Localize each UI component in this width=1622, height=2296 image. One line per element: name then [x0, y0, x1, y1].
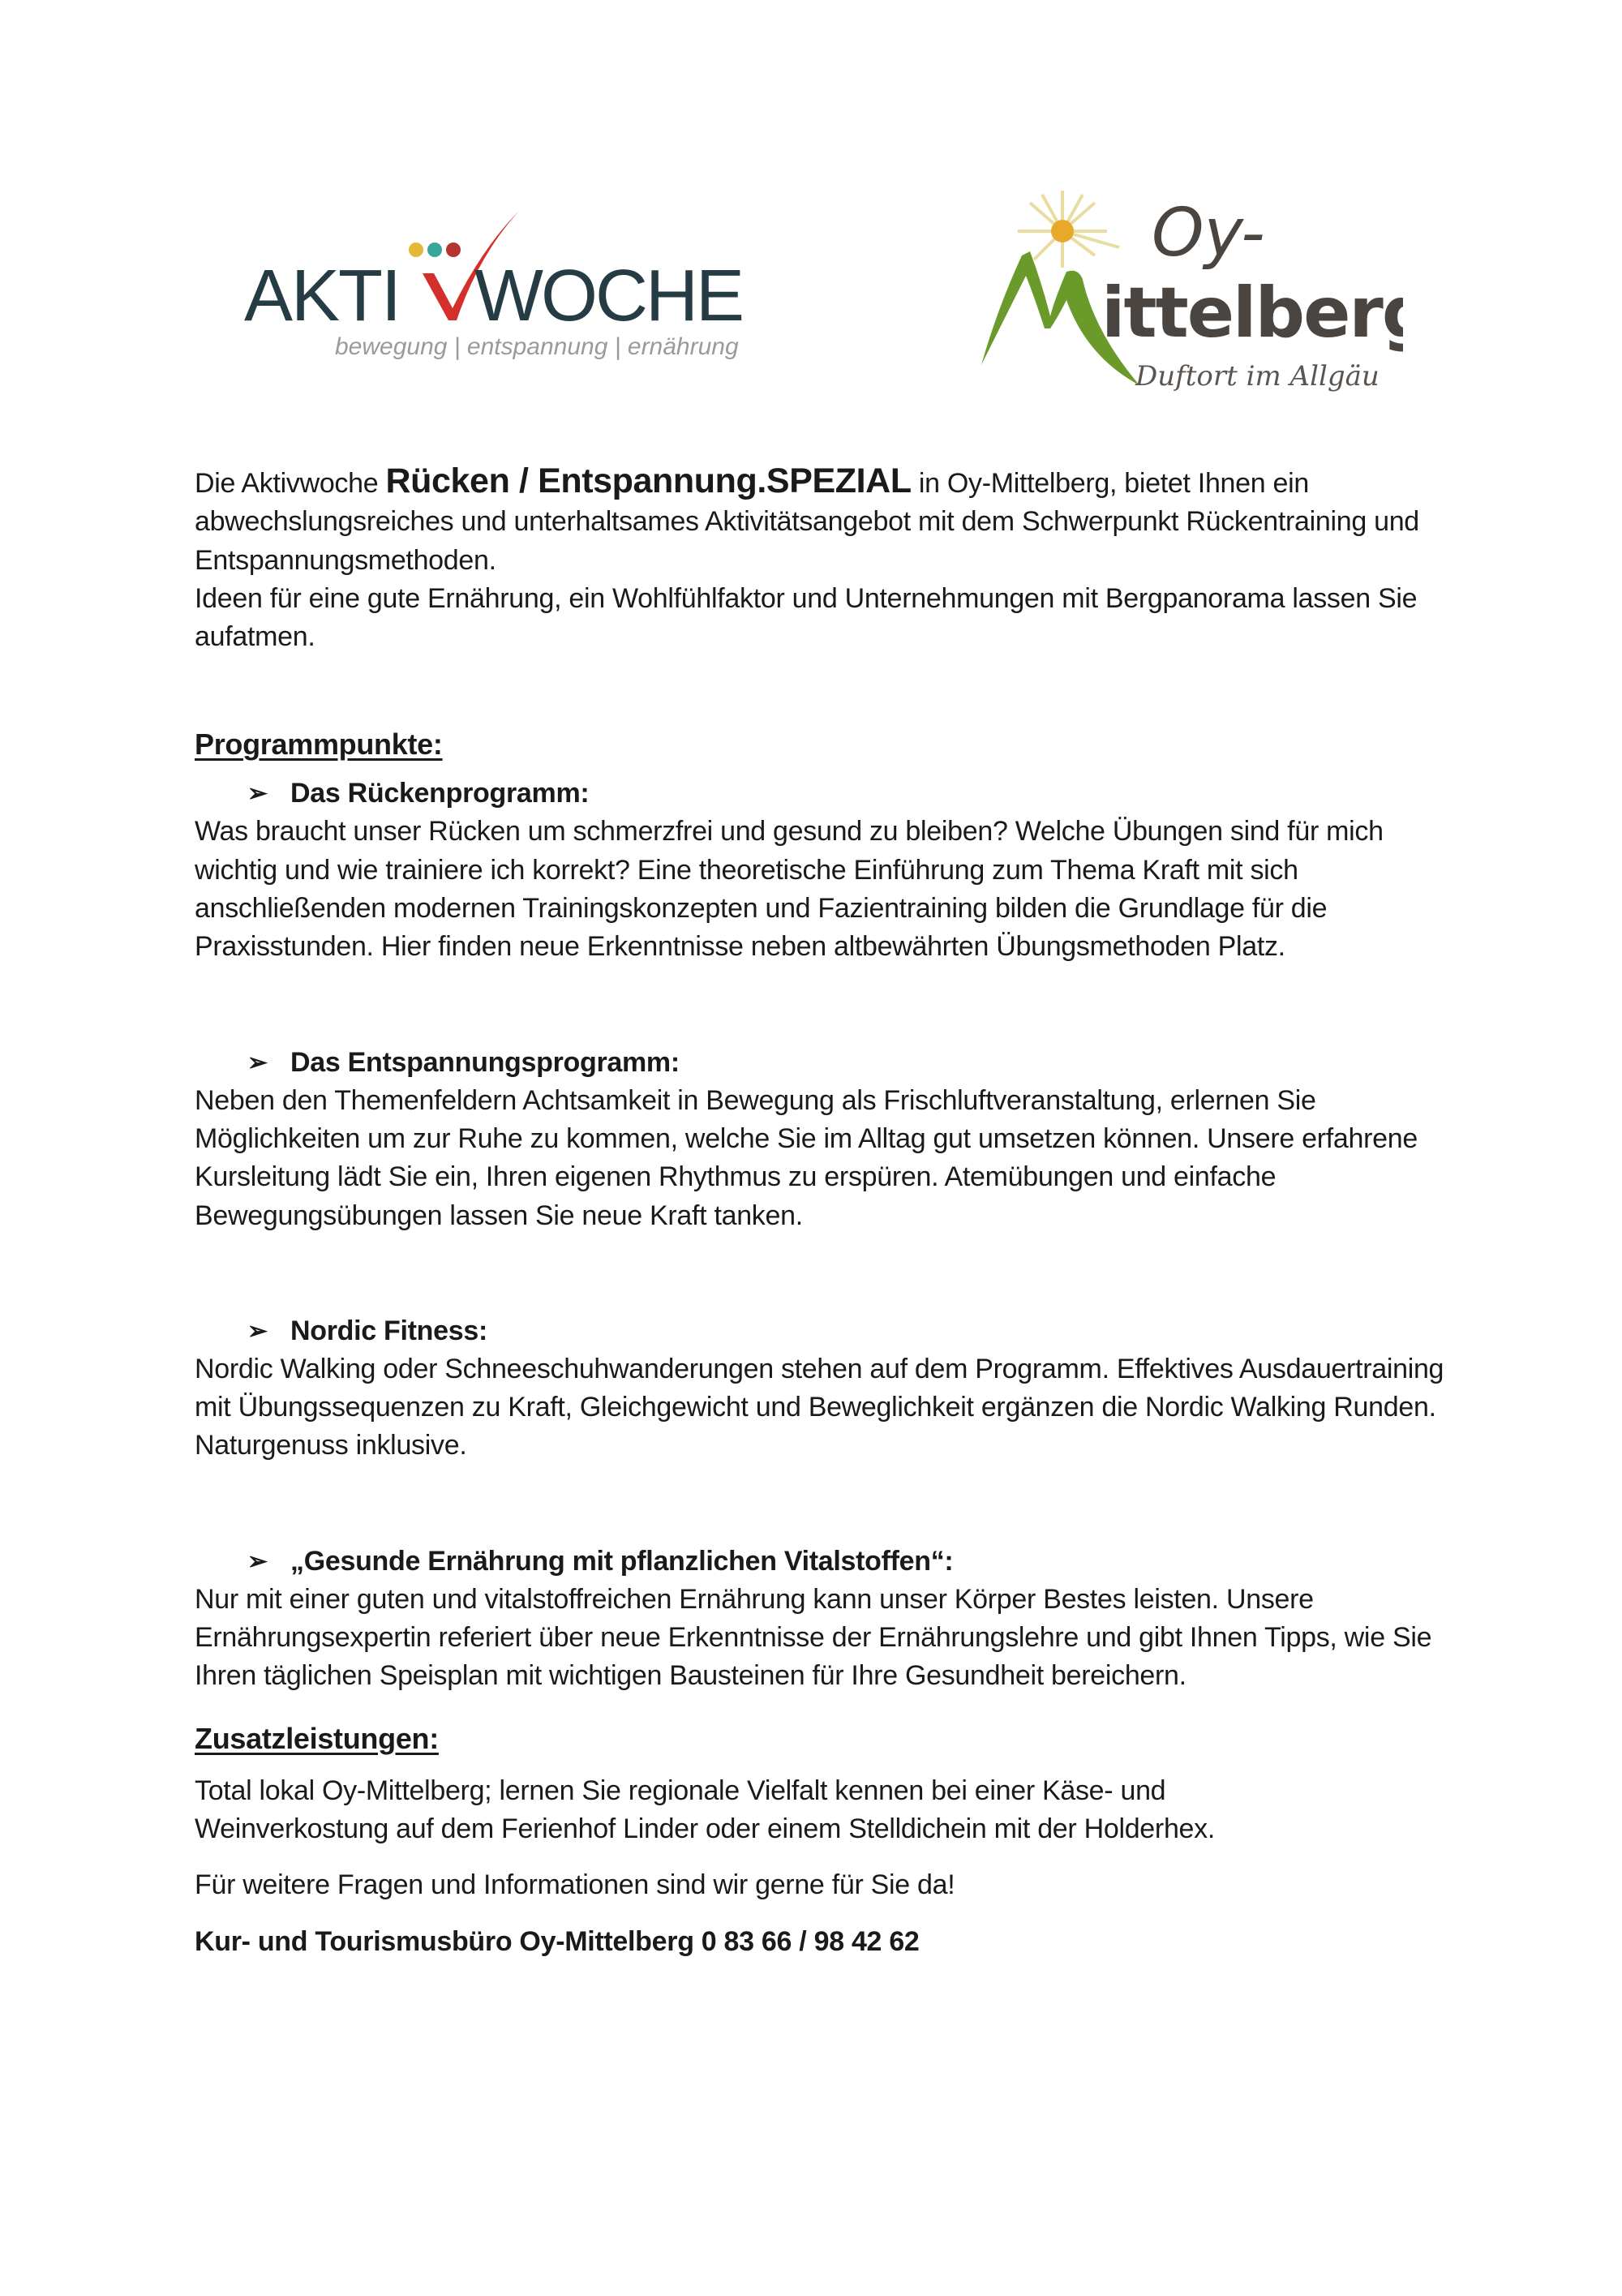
program-item-title: Nordic Fitness:	[290, 1315, 487, 1346]
bullet-arrow-icon: ➢	[247, 780, 268, 808]
logo-dot-teal	[427, 242, 442, 257]
logo-text-left: AKTI	[244, 255, 401, 337]
oy-mittelberg-logo-graphic	[973, 187, 1403, 397]
program-item	[195, 1312, 1460, 1466]
program-item-heading	[195, 1312, 1460, 1350]
extras-title: Zusatzleistungen:	[195, 1721, 439, 1755]
bullet-arrow-icon: ➢	[247, 1317, 268, 1345]
program-item-text: Nordic Walking oder Schneeschuhwanderungen stehen auf dem Programm. Effektives Ausdauertraining mit Übungssequenzen zu Kraft, Gleichgewicht und Beweglichkeit ergänzen die Nordic Walking Runden. Naturgenuss inklusive.	[195, 1353, 1444, 1461]
logo-dot-red	[446, 242, 461, 257]
program-item-heading	[195, 1543, 1460, 1581]
logo-dot-yellow	[409, 242, 423, 257]
intro-paragraph	[195, 462, 1435, 580]
logo-oy-tagline: Duftort im Allgäu	[1135, 360, 1380, 393]
program-item-heading	[195, 775, 1460, 813]
contact-line: Kur- und Tourismusbüro Oy-Mittelberg 0 83 66 / 98 42 62	[195, 1925, 920, 1957]
bullet-arrow-icon: ➢	[247, 1547, 268, 1575]
program-item-title: Das Entspannungsprogramm:	[290, 1046, 680, 1078]
program-item	[195, 1543, 1460, 1696]
oy-mittelberg-logo	[973, 187, 1403, 397]
logo-oy-line1: Oy-	[1152, 195, 1265, 272]
program-item-heading	[195, 1044, 1460, 1082]
document-body	[195, 462, 1460, 1961]
program-item	[195, 775, 1460, 966]
program-item	[195, 1044, 1460, 1235]
intro-line2: Ideen für eine gute Ernährung, ein Wohlfühlfaktor und Unternehmungen mit Bergpanorama lassen Sie aufatmen.	[195, 582, 1418, 653]
logo-tagline: bewegung | entspannung | ernährung	[335, 333, 739, 360]
aktivwoche-logo-graphic	[239, 199, 783, 361]
logo-oy-line2: ittelberg	[1101, 273, 1403, 354]
program-item-title: Das Rückenprogramm:	[290, 778, 590, 809]
bullet-arrow-icon: ➢	[247, 1049, 268, 1076]
extras-text: Total lokal Oy-Mittelberg; lernen Sie regionale Vielfalt kennen bei einer Käse- und Weinverkostung auf dem Ferienhof Linder oder einem Stelldichein mit der Holderhex.	[195, 1775, 1216, 1844]
closing-text: Für weitere Fragen und Informationen sind wir gerne für Sie da!	[195, 1869, 955, 1901]
sun-icon	[1051, 220, 1074, 242]
program-item-text: Was braucht unser Rücken um schmerzfrei und gesund zu bleiben? Welche Übungen sind für mich wichtig und wie trainiere ich korrekt? Eine theoretische Einführung zum Thema Kraft mit sich anschließenden modernen Trainingskonzepten und Fazientraining bilden die Grundlage für die Praxisstunden. Hier finden neue Erkenntnisse neben altbewährten Übungsmethoden Platz.	[195, 816, 1384, 963]
intro-prefix: Die Aktivwoche	[195, 468, 386, 499]
program-item-title: „Gesunde Ernährung mit pflanzlichen Vitalstoffen“:	[290, 1545, 954, 1577]
program-title: Programmpunkte:	[195, 727, 443, 762]
intro-suffix: in Oy-Mittelberg, bietet Ihnen ein abwechslungsreiches und unterhaltsames Aktivitätsangebot mit dem Schwerpunkt Rückentraining und Entspannungsmethoden.	[195, 468, 1419, 576]
aktivwoche-logo	[239, 199, 783, 361]
logo-text-right: WOCHE	[474, 255, 742, 337]
intro-highlight: Rücken / Entspannung.SPEZIAL	[385, 461, 912, 500]
program-item-text: Nur mit einer guten und vitalstoffreichen Ernährung kann unser Körper Bestes leisten. Unsere Ernährungsexpertin referiert über neue Erkenntnisse der Ernährungslehre und gibt Ihnen Tipps, wie Sie Ihren täglichen Speisplan mit wichtigen Bausteinen für Ihre Gesundheit bereichern.	[195, 1583, 1432, 1692]
program-item-text: Neben den Themenfeldern Achtsamkeit in Bewegung als Frischluftveranstaltung, erlernen Sie Möglichkeiten um zur Ruhe zu kommen, welche Sie im Alltag gut umsetzen können. Unsere erfahrene Kursleitung lädt Sie ein, Ihren eigenen Rhythmus zu erspüren. Atemübungen und einfache Bewegungsübungen lassen Sie neue Kraft tanken.	[195, 1084, 1418, 1231]
